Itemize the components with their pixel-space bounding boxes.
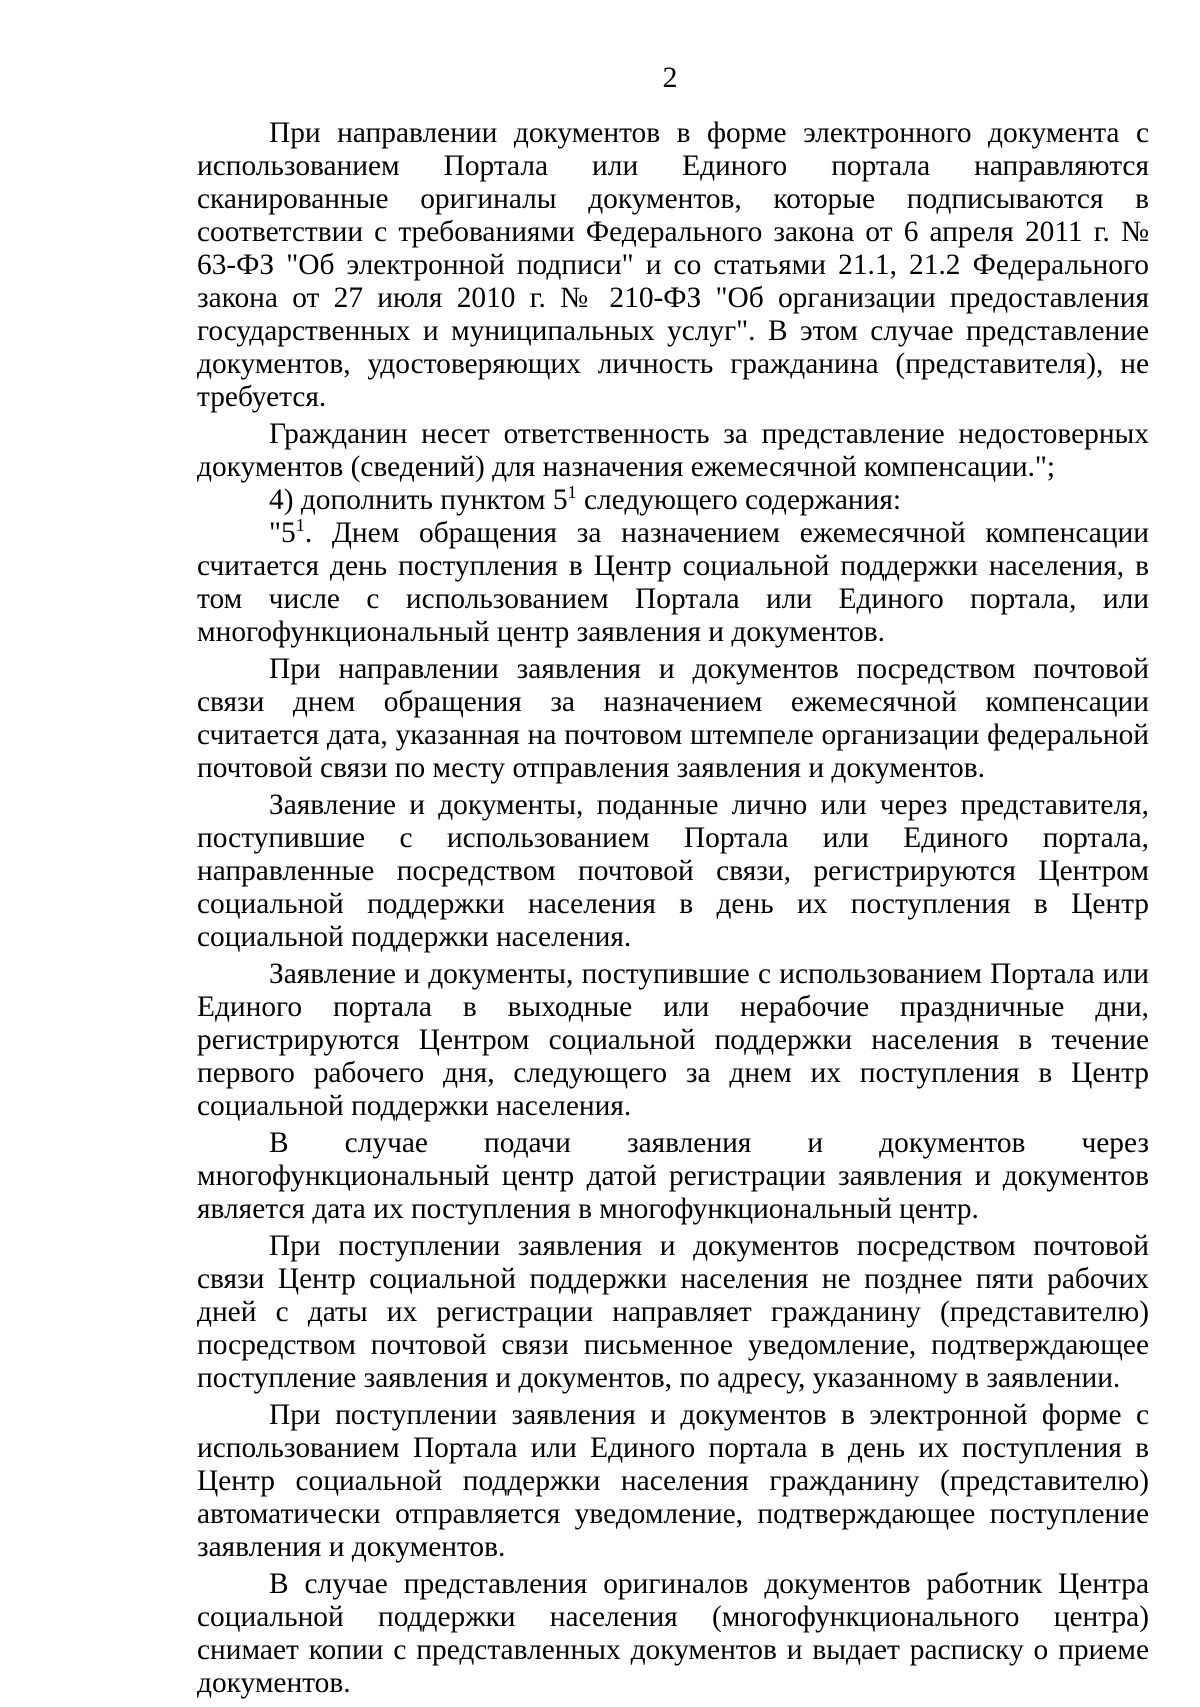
item-5-quote-number: "5 (269, 517, 296, 549)
paragraph-holidays: Заявление и документы, поступившие с использованием Портала или Единого портала в выходные или нерабочие праздничные дни, регистрируются Центром социальной поддержки населения в течение первого рабочего дня, следующего за днем их поступления в Центр социальной поддержки населения. (197, 958, 1149, 1122)
page-number: 2 (662, 61, 678, 94)
paragraph-postal-notification: При поступлении заявления и документов посредством почтовой связи Центр социальной поддержки населения не позднее пяти рабочих дней с даты их регистрации направляет гражданину (представителю) посредством почтовой связи письменное уведомление, подтверждающее поступление заявления и документов, по адресу, указанному в заявлении. (197, 1230, 1149, 1394)
paragraph-electronic-documents: При направлении документов в форме электронного документа с использованием Портала или Единого портала направляются сканированные оригиналы документов, которые подписываются в соответствии с требованиями Федерального закона от 6 апреля 2011 г. № 63-ФЗ "Об электронной подписи" и со статьями 21.1, 21.2 Федерального закона от 27 июля 2010 г. № 210-ФЗ "Об организации предоставления государственных и муниципальных услуг". В этом случае представление документов, удостоверяющих личность гражданина (представителя), не требуется. (197, 117, 1149, 413)
paragraph-item-4 (197, 484, 1149, 517)
item-4-superscript: 1 (567, 482, 577, 503)
document-body (197, 117, 1149, 1700)
paragraph-electronic-notification: При поступлении заявления и документов в электронной форме с использованием Портала или Единого портала в день их поступления в Центр социальной поддержки населения гражданину (представителю) автоматически отправляется уведомление, подтверждающее поступление заявления и документов. (197, 1399, 1149, 1563)
paragraph-registration: Заявление и документы, поданные лично или через представителя, поступившие с использованием Портала или Единого портала, направленные посредством почтовой связи, регистрируются Центром социальной поддержки населения в день их поступления в Центр социальной поддержки населения. (197, 789, 1149, 953)
paragraph-mfc-date: В случае подачи заявления и документов через многофункциональный центр датой регистрации заявления и документов является дата их поступления в многофункциональный центр. (197, 1127, 1149, 1225)
paragraph-postal-date: При направлении заявления и документов посредством почтовой связи днем обращения за назначением ежемесячной компенсации считается дата, указанная на почтовом штемпеле организации федеральной почтовой связи по месту отправления заявления и документов. (197, 653, 1149, 784)
item-5-superscript: 1 (295, 515, 305, 536)
paragraph-item-5-1 (197, 517, 1149, 649)
item-5-text: . Днем обращения за назначением ежемесячной компенсации считается день поступления в Центр социальной поддержки населения, в том числе с использованием Портала или Единого портала, или многофункциональный центр заявления и документов. (197, 517, 1149, 648)
paragraph-responsibility: Гражданин несет ответственность за представление недостоверных документов (сведений) для назначения ежемесячной компенсации."; (197, 418, 1149, 483)
item-4-suffix: следующего содержания: (576, 484, 902, 516)
paragraph-originals-copies: В случае представления оригиналов документов работник Центра социальной поддержки населения (многофункционального центра) снимает копии с представленных документов и выдает расписку о приеме документов. (197, 1568, 1149, 1699)
item-4-prefix: 4) дополнить пунктом 5 (269, 484, 568, 516)
